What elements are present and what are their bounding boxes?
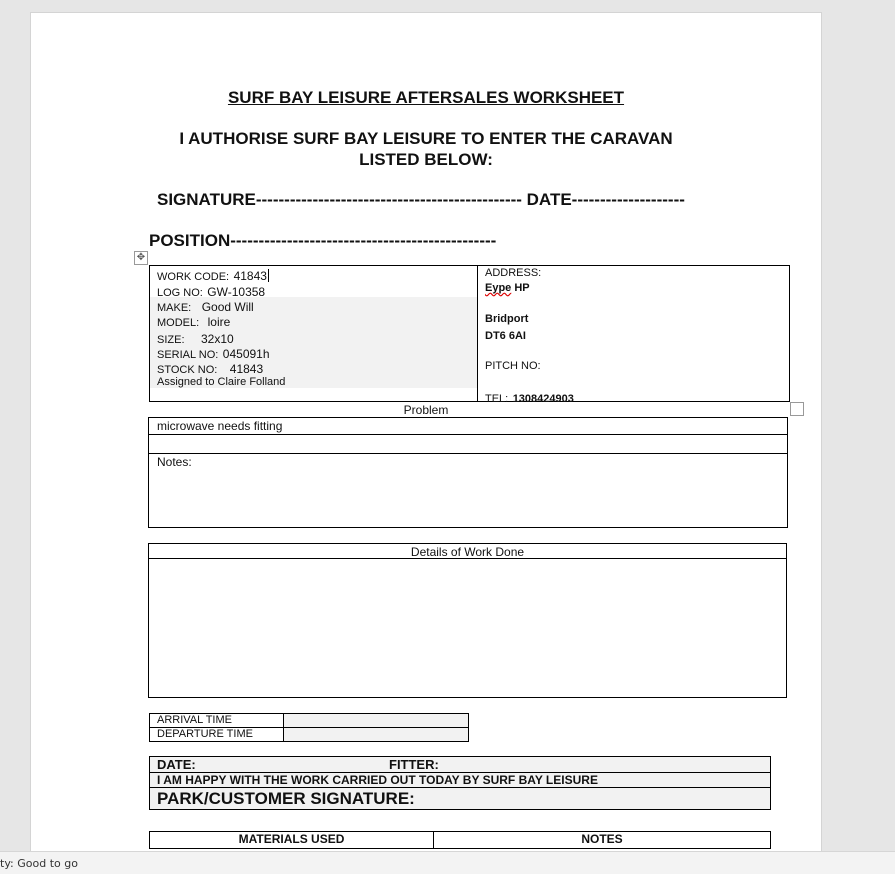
authorisation-line-1: I AUTHORISE SURF BAY LEISURE TO ENTER THE CARAVAN [179, 129, 673, 148]
work-done-cell[interactable] [148, 558, 787, 698]
address-label: ADDRESS: [485, 267, 542, 279]
notes-label: Notes: [157, 455, 192, 469]
customer-signature-label: PARK/CUSTOMER SIGNATURE: [157, 789, 415, 808]
log-no-value: GW-10358 [207, 285, 266, 299]
pitch-no-label: PITCH NO: [485, 360, 541, 372]
serial-no-row: SERIAL NO: 045091h [157, 347, 270, 361]
departure-label: DEPARTURE TIME [157, 728, 253, 740]
cell-marker-icon[interactable] [790, 402, 804, 416]
notes-header: NOTES [581, 832, 623, 846]
materials-used-header: MATERIALS USED [238, 832, 345, 846]
assigned-to: Assigned to Claire Folland [157, 376, 286, 388]
notes-cell[interactable] [148, 453, 788, 528]
make-row: MAKE: Good Will [157, 300, 254, 314]
date-fitter-cell[interactable] [149, 756, 771, 773]
size-row: SIZE: 32x10 [157, 332, 234, 346]
departure-time-cell[interactable] [283, 727, 469, 742]
serial-no-value: 045091h [222, 347, 270, 361]
size-value: 32x10 [200, 332, 234, 346]
authorisation-line-2: LISTED BELOW: [359, 150, 493, 169]
status-bar [0, 851, 895, 874]
model-value: loire [207, 315, 231, 329]
work-code-row: WORK CODE: 41843 [157, 269, 267, 283]
document-title: SURF BAY LEISURE AFTERSALES WORKSHEET [227, 88, 625, 107]
stock-no-row: STOCK NO: 41843 [157, 362, 264, 376]
work-code-value: 41843 [233, 269, 267, 283]
authorisation-statement [0, 128, 852, 170]
spelling-flag[interactable]: Eype [485, 282, 512, 294]
tel-value: 1308424903 [512, 393, 574, 405]
arrival-label: ARRIVAL TIME [157, 714, 232, 726]
table-move-handle-icon[interactable]: ✥ [134, 251, 148, 265]
text-cursor [268, 269, 269, 282]
model-row: MODEL: loire [157, 315, 231, 329]
work-done-header: Details of Work Done [410, 545, 525, 559]
position-line: POSITION----------------------------------------------- [149, 231, 497, 250]
address-line-2: Bridport [485, 313, 529, 325]
problem-blank-cell[interactable] [148, 434, 788, 454]
problem-text: microwave needs fitting [157, 419, 283, 433]
log-no-row: LOG NO: GW-10358 [157, 285, 266, 299]
address-line-3: DT6 6AI [485, 330, 526, 342]
stock-no-value: 41843 [229, 362, 264, 376]
signature-date-line: SIGNATURE----------------------------------------------- DATE-------------------- [157, 190, 685, 209]
fitter-label: FITTER: [389, 757, 439, 772]
problem-header: Problem [403, 403, 449, 417]
happy-statement: I AM HAPPY WITH THE WORK CARRIED OUT TODAY BY SURF BAY LEISURE [157, 773, 598, 787]
accessibility-status[interactable]: ty: Good to go [0, 857, 78, 870]
address-line-1: Eype HP [485, 282, 530, 294]
date-label: DATE: [157, 757, 196, 772]
tel-row: TEL: 1308424903 [485, 393, 574, 405]
make-value: Good Will [201, 300, 254, 314]
arrival-time-cell[interactable] [283, 713, 469, 728]
